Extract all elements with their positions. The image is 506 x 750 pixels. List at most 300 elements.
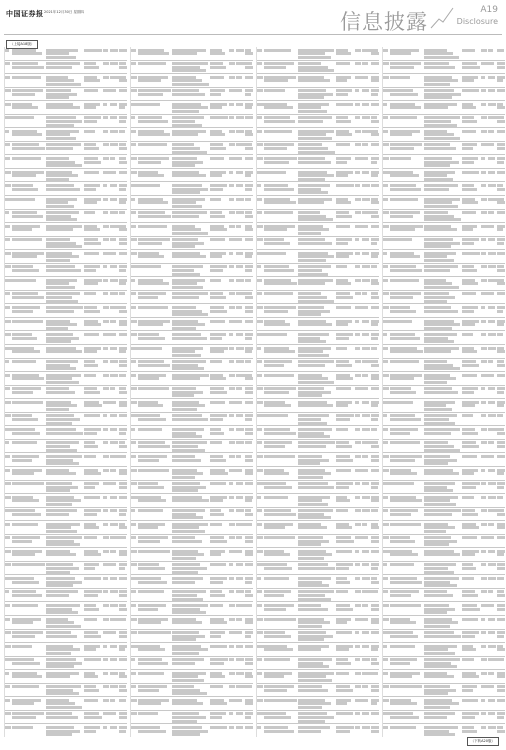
table-cell	[46, 711, 84, 724]
table-cell	[245, 670, 253, 683]
table-cell	[481, 589, 488, 602]
table-cell	[110, 453, 119, 466]
table-cell	[210, 223, 229, 236]
table-cell	[172, 697, 210, 710]
table-cell	[481, 128, 488, 141]
table-cell	[383, 386, 390, 399]
table-row	[5, 724, 127, 737]
table-cell	[172, 413, 210, 426]
table-cell	[488, 711, 497, 724]
table-cell	[424, 657, 462, 670]
table-cell	[12, 237, 46, 250]
table-cell	[119, 697, 127, 710]
table-cell	[138, 399, 172, 412]
table-cell	[119, 521, 127, 534]
table-cell	[424, 575, 462, 588]
table-cell	[336, 61, 355, 74]
table-cell	[103, 386, 110, 399]
table-cell	[103, 467, 110, 480]
table-cell	[236, 155, 245, 168]
table-cell	[257, 697, 264, 710]
table-cell	[5, 372, 12, 385]
table-cell	[488, 115, 497, 128]
table-row	[5, 291, 127, 305]
table-cell	[298, 210, 336, 223]
table-cell	[362, 481, 371, 494]
table-row	[383, 386, 505, 400]
table-cell	[336, 630, 355, 643]
table-cell	[264, 304, 298, 317]
table-cell	[131, 413, 138, 426]
table-cell	[84, 670, 103, 683]
table-cell	[336, 481, 355, 494]
table-cell	[497, 440, 505, 453]
table-cell	[371, 508, 379, 521]
table-cell	[264, 155, 298, 168]
table-cell	[371, 602, 379, 615]
table-cell	[245, 521, 253, 534]
next-page-label: （下转A20版）	[467, 737, 499, 746]
table-cell	[103, 372, 110, 385]
table-cell	[245, 535, 253, 548]
table-cell	[210, 521, 229, 534]
table-cell	[131, 399, 138, 412]
table-cell	[245, 589, 253, 602]
table-cell	[462, 223, 481, 236]
table-cell	[210, 304, 229, 317]
table-cell	[245, 616, 253, 629]
table-cell	[84, 697, 103, 710]
table-cell	[481, 331, 488, 344]
table-row	[131, 277, 253, 291]
table-cell	[210, 264, 229, 277]
table-cell	[12, 345, 46, 358]
table-cell	[497, 182, 505, 195]
table-cell	[229, 616, 236, 629]
table-cell	[481, 630, 488, 643]
table-row	[131, 264, 253, 278]
table-row	[5, 481, 127, 495]
table-cell	[131, 74, 138, 87]
table-cell	[390, 142, 424, 155]
table-row	[5, 508, 127, 522]
table-cell	[298, 630, 336, 643]
table-cell	[488, 494, 497, 507]
table-cell	[355, 575, 362, 588]
table-cell	[84, 128, 103, 141]
table-row	[131, 372, 253, 386]
table-cell	[257, 74, 264, 87]
table-cell	[210, 602, 229, 615]
table-cell	[236, 101, 245, 114]
table-cell	[12, 399, 46, 412]
table-cell	[236, 562, 245, 575]
table-cell	[362, 575, 371, 588]
table-cell	[383, 440, 390, 453]
table-cell	[371, 196, 379, 209]
table-row	[5, 210, 127, 224]
table-cell	[138, 440, 172, 453]
table-cell	[298, 196, 336, 209]
table-cell	[383, 453, 390, 466]
table-cell	[5, 291, 12, 304]
table-cell	[119, 657, 127, 670]
table-cell	[481, 426, 488, 439]
table-cell	[131, 386, 138, 399]
table-cell	[103, 508, 110, 521]
table-cell	[371, 548, 379, 561]
table-cell	[497, 508, 505, 521]
table-cell	[298, 155, 336, 168]
table-row	[131, 575, 253, 589]
table-cell	[5, 210, 12, 223]
table-cell	[5, 223, 12, 236]
table-cell	[172, 386, 210, 399]
table-cell	[355, 169, 362, 182]
table-cell	[390, 670, 424, 683]
table-cell	[5, 616, 12, 629]
table-row	[257, 182, 379, 196]
table-cell	[236, 386, 245, 399]
table-cell	[488, 359, 497, 372]
table-cell	[481, 521, 488, 534]
table-cell	[264, 277, 298, 290]
table-cell	[488, 331, 497, 344]
table-cell	[257, 237, 264, 250]
table-cell	[236, 697, 245, 710]
table-cell	[355, 304, 362, 317]
table-cell	[131, 101, 138, 114]
table-cell	[46, 304, 84, 317]
table-cell	[390, 657, 424, 670]
table-cell	[497, 602, 505, 615]
table-cell	[236, 74, 245, 87]
table-cell	[383, 372, 390, 385]
table-cell	[131, 169, 138, 182]
table-cell	[298, 711, 336, 724]
table-cell	[138, 264, 172, 277]
table-cell	[46, 643, 84, 656]
table-cell	[46, 562, 84, 575]
page-number: A19	[480, 5, 498, 15]
table-cell	[488, 223, 497, 236]
table-cell	[172, 331, 210, 344]
table-cell	[362, 657, 371, 670]
table-cell	[488, 643, 497, 656]
table-cell	[497, 426, 505, 439]
table-cell	[497, 264, 505, 277]
table-row	[131, 589, 253, 603]
table-cell	[245, 372, 253, 385]
table-cell	[12, 657, 46, 670]
table-cell	[110, 643, 119, 656]
table-cell	[497, 711, 505, 724]
table-row	[131, 74, 253, 88]
table-cell	[390, 602, 424, 615]
table-cell	[229, 589, 236, 602]
table-cell	[481, 115, 488, 128]
table-cell	[488, 196, 497, 209]
table-cell	[84, 210, 103, 223]
table-cell	[103, 264, 110, 277]
table-cell	[424, 74, 462, 87]
table-cell	[172, 47, 210, 60]
table-cell	[488, 413, 497, 426]
table-cell	[488, 440, 497, 453]
table-cell	[119, 331, 127, 344]
table-cell	[481, 169, 488, 182]
table-cell	[362, 602, 371, 615]
table-cell	[84, 616, 103, 629]
table-row	[5, 61, 127, 75]
table-row	[5, 697, 127, 711]
table-cell	[110, 155, 119, 168]
table-cell	[257, 210, 264, 223]
table-row	[131, 291, 253, 305]
table-cell	[110, 196, 119, 209]
table-row	[383, 657, 505, 671]
table-cell	[103, 61, 110, 74]
table-cell	[298, 250, 336, 263]
table-cell	[488, 724, 497, 737]
table-cell	[138, 481, 172, 494]
table-cell	[236, 291, 245, 304]
table-row	[257, 304, 379, 318]
table-cell	[355, 643, 362, 656]
table-cell	[245, 155, 253, 168]
table-cell	[119, 169, 127, 182]
table-cell	[131, 711, 138, 724]
table-cell	[481, 697, 488, 710]
table-cell	[12, 548, 46, 561]
table-cell	[481, 453, 488, 466]
table-cell	[497, 589, 505, 602]
table-cell	[172, 724, 210, 737]
table-cell	[462, 535, 481, 548]
table-cell	[298, 684, 336, 697]
table-cell	[264, 467, 298, 480]
table-cell	[138, 318, 172, 331]
table-cell	[119, 711, 127, 724]
table-cell	[210, 237, 229, 250]
table-cell	[462, 657, 481, 670]
table-cell	[229, 521, 236, 534]
table-cell	[424, 413, 462, 426]
table-cell	[210, 562, 229, 575]
table-cell	[390, 413, 424, 426]
table-cell	[336, 115, 355, 128]
table-row	[257, 602, 379, 616]
table-cell	[119, 562, 127, 575]
table-cell	[84, 467, 103, 480]
table-cell	[229, 101, 236, 114]
table-cell	[12, 494, 46, 507]
table-row	[131, 250, 253, 264]
table-cell	[110, 142, 119, 155]
table-row	[257, 264, 379, 278]
table-row	[5, 426, 127, 440]
table-cell	[210, 508, 229, 521]
table-cell	[103, 223, 110, 236]
table-cell	[84, 589, 103, 602]
table-cell	[12, 74, 46, 87]
table-cell	[383, 155, 390, 168]
table-cell	[336, 724, 355, 737]
table-cell	[488, 589, 497, 602]
table-cell	[383, 589, 390, 602]
table-cell	[210, 670, 229, 683]
table-cell	[298, 88, 336, 101]
table-cell	[236, 711, 245, 724]
table-cell	[12, 250, 46, 263]
table-row	[131, 142, 253, 156]
table-row	[131, 399, 253, 413]
table-cell	[298, 467, 336, 480]
table-cell	[462, 670, 481, 683]
table-cell	[298, 602, 336, 615]
table-cell	[46, 521, 84, 534]
table-cell	[138, 237, 172, 250]
table-cell	[481, 399, 488, 412]
table-cell	[371, 210, 379, 223]
table-cell	[131, 115, 138, 128]
table-cell	[229, 61, 236, 74]
table-cell	[5, 562, 12, 575]
table-cell	[119, 508, 127, 521]
table-row	[383, 630, 505, 644]
table-cell	[84, 711, 103, 724]
table-cell	[131, 318, 138, 331]
table-row	[257, 74, 379, 88]
table-cell	[138, 61, 172, 74]
table-cell	[5, 589, 12, 602]
table-cell	[336, 318, 355, 331]
table-cell	[46, 467, 84, 480]
table-cell	[172, 372, 210, 385]
table-cell	[383, 223, 390, 236]
table-row	[257, 440, 379, 454]
table-row	[383, 372, 505, 386]
table-cell	[424, 386, 462, 399]
table-cell	[46, 318, 84, 331]
table-cell	[264, 670, 298, 683]
table-cell	[362, 616, 371, 629]
table-cell	[481, 250, 488, 263]
table-cell	[84, 182, 103, 195]
table-cell	[119, 277, 127, 290]
table-cell	[298, 318, 336, 331]
table-cell	[257, 602, 264, 615]
table-cell	[103, 101, 110, 114]
table-cell	[172, 359, 210, 372]
table-cell	[257, 372, 264, 385]
table-cell	[371, 101, 379, 114]
table-row	[383, 101, 505, 115]
table-row	[257, 250, 379, 264]
table-cell	[257, 643, 264, 656]
table-cell	[488, 521, 497, 534]
table-row	[131, 481, 253, 495]
table-cell	[245, 481, 253, 494]
table-cell	[390, 210, 424, 223]
table-cell	[298, 616, 336, 629]
table-cell	[488, 210, 497, 223]
table-row	[257, 331, 379, 345]
table-cell	[383, 101, 390, 114]
table-cell	[210, 182, 229, 195]
table-row	[5, 575, 127, 589]
table-cell	[12, 453, 46, 466]
table-cell	[110, 128, 119, 141]
table-cell	[138, 223, 172, 236]
table-cell	[298, 521, 336, 534]
table-cell	[336, 47, 355, 60]
table-cell	[371, 670, 379, 683]
table-cell	[172, 426, 210, 439]
table-cell	[298, 345, 336, 358]
table-cell	[46, 88, 84, 101]
table-cell	[257, 467, 264, 480]
table-cell	[497, 494, 505, 507]
table-cell	[103, 237, 110, 250]
table-cell	[355, 548, 362, 561]
table-cell	[371, 331, 379, 344]
table-cell	[488, 304, 497, 317]
table-cell	[110, 250, 119, 263]
table-cell	[336, 264, 355, 277]
table-cell	[236, 399, 245, 412]
table-cell	[46, 575, 84, 588]
table-cell	[245, 88, 253, 101]
table-cell	[371, 128, 379, 141]
table-cell	[264, 711, 298, 724]
table-row	[257, 453, 379, 467]
table-cell	[131, 575, 138, 588]
table-cell	[12, 331, 46, 344]
table-cell	[362, 548, 371, 561]
table-cell	[236, 61, 245, 74]
table-cell	[424, 589, 462, 602]
table-cell	[383, 61, 390, 74]
table-cell	[488, 684, 497, 697]
table-cell	[488, 169, 497, 182]
table-cell	[119, 318, 127, 331]
table-cell	[172, 291, 210, 304]
table-cell	[383, 670, 390, 683]
table-cell	[84, 250, 103, 263]
table-cell	[210, 318, 229, 331]
table-cell	[488, 142, 497, 155]
table-cell	[46, 128, 84, 141]
table-cell	[264, 535, 298, 548]
table-column	[256, 47, 379, 737]
table-row	[5, 277, 127, 291]
table-cell	[298, 589, 336, 602]
table-cell	[424, 670, 462, 683]
table-cell	[462, 684, 481, 697]
table-cell	[264, 182, 298, 195]
table-cell	[119, 128, 127, 141]
table-cell	[390, 426, 424, 439]
table-cell	[462, 128, 481, 141]
table-cell	[355, 291, 362, 304]
table-row	[383, 318, 505, 332]
table-cell	[488, 47, 497, 60]
table-cell	[462, 250, 481, 263]
table-cell	[5, 684, 12, 697]
table-cell	[383, 210, 390, 223]
table-cell	[362, 74, 371, 87]
